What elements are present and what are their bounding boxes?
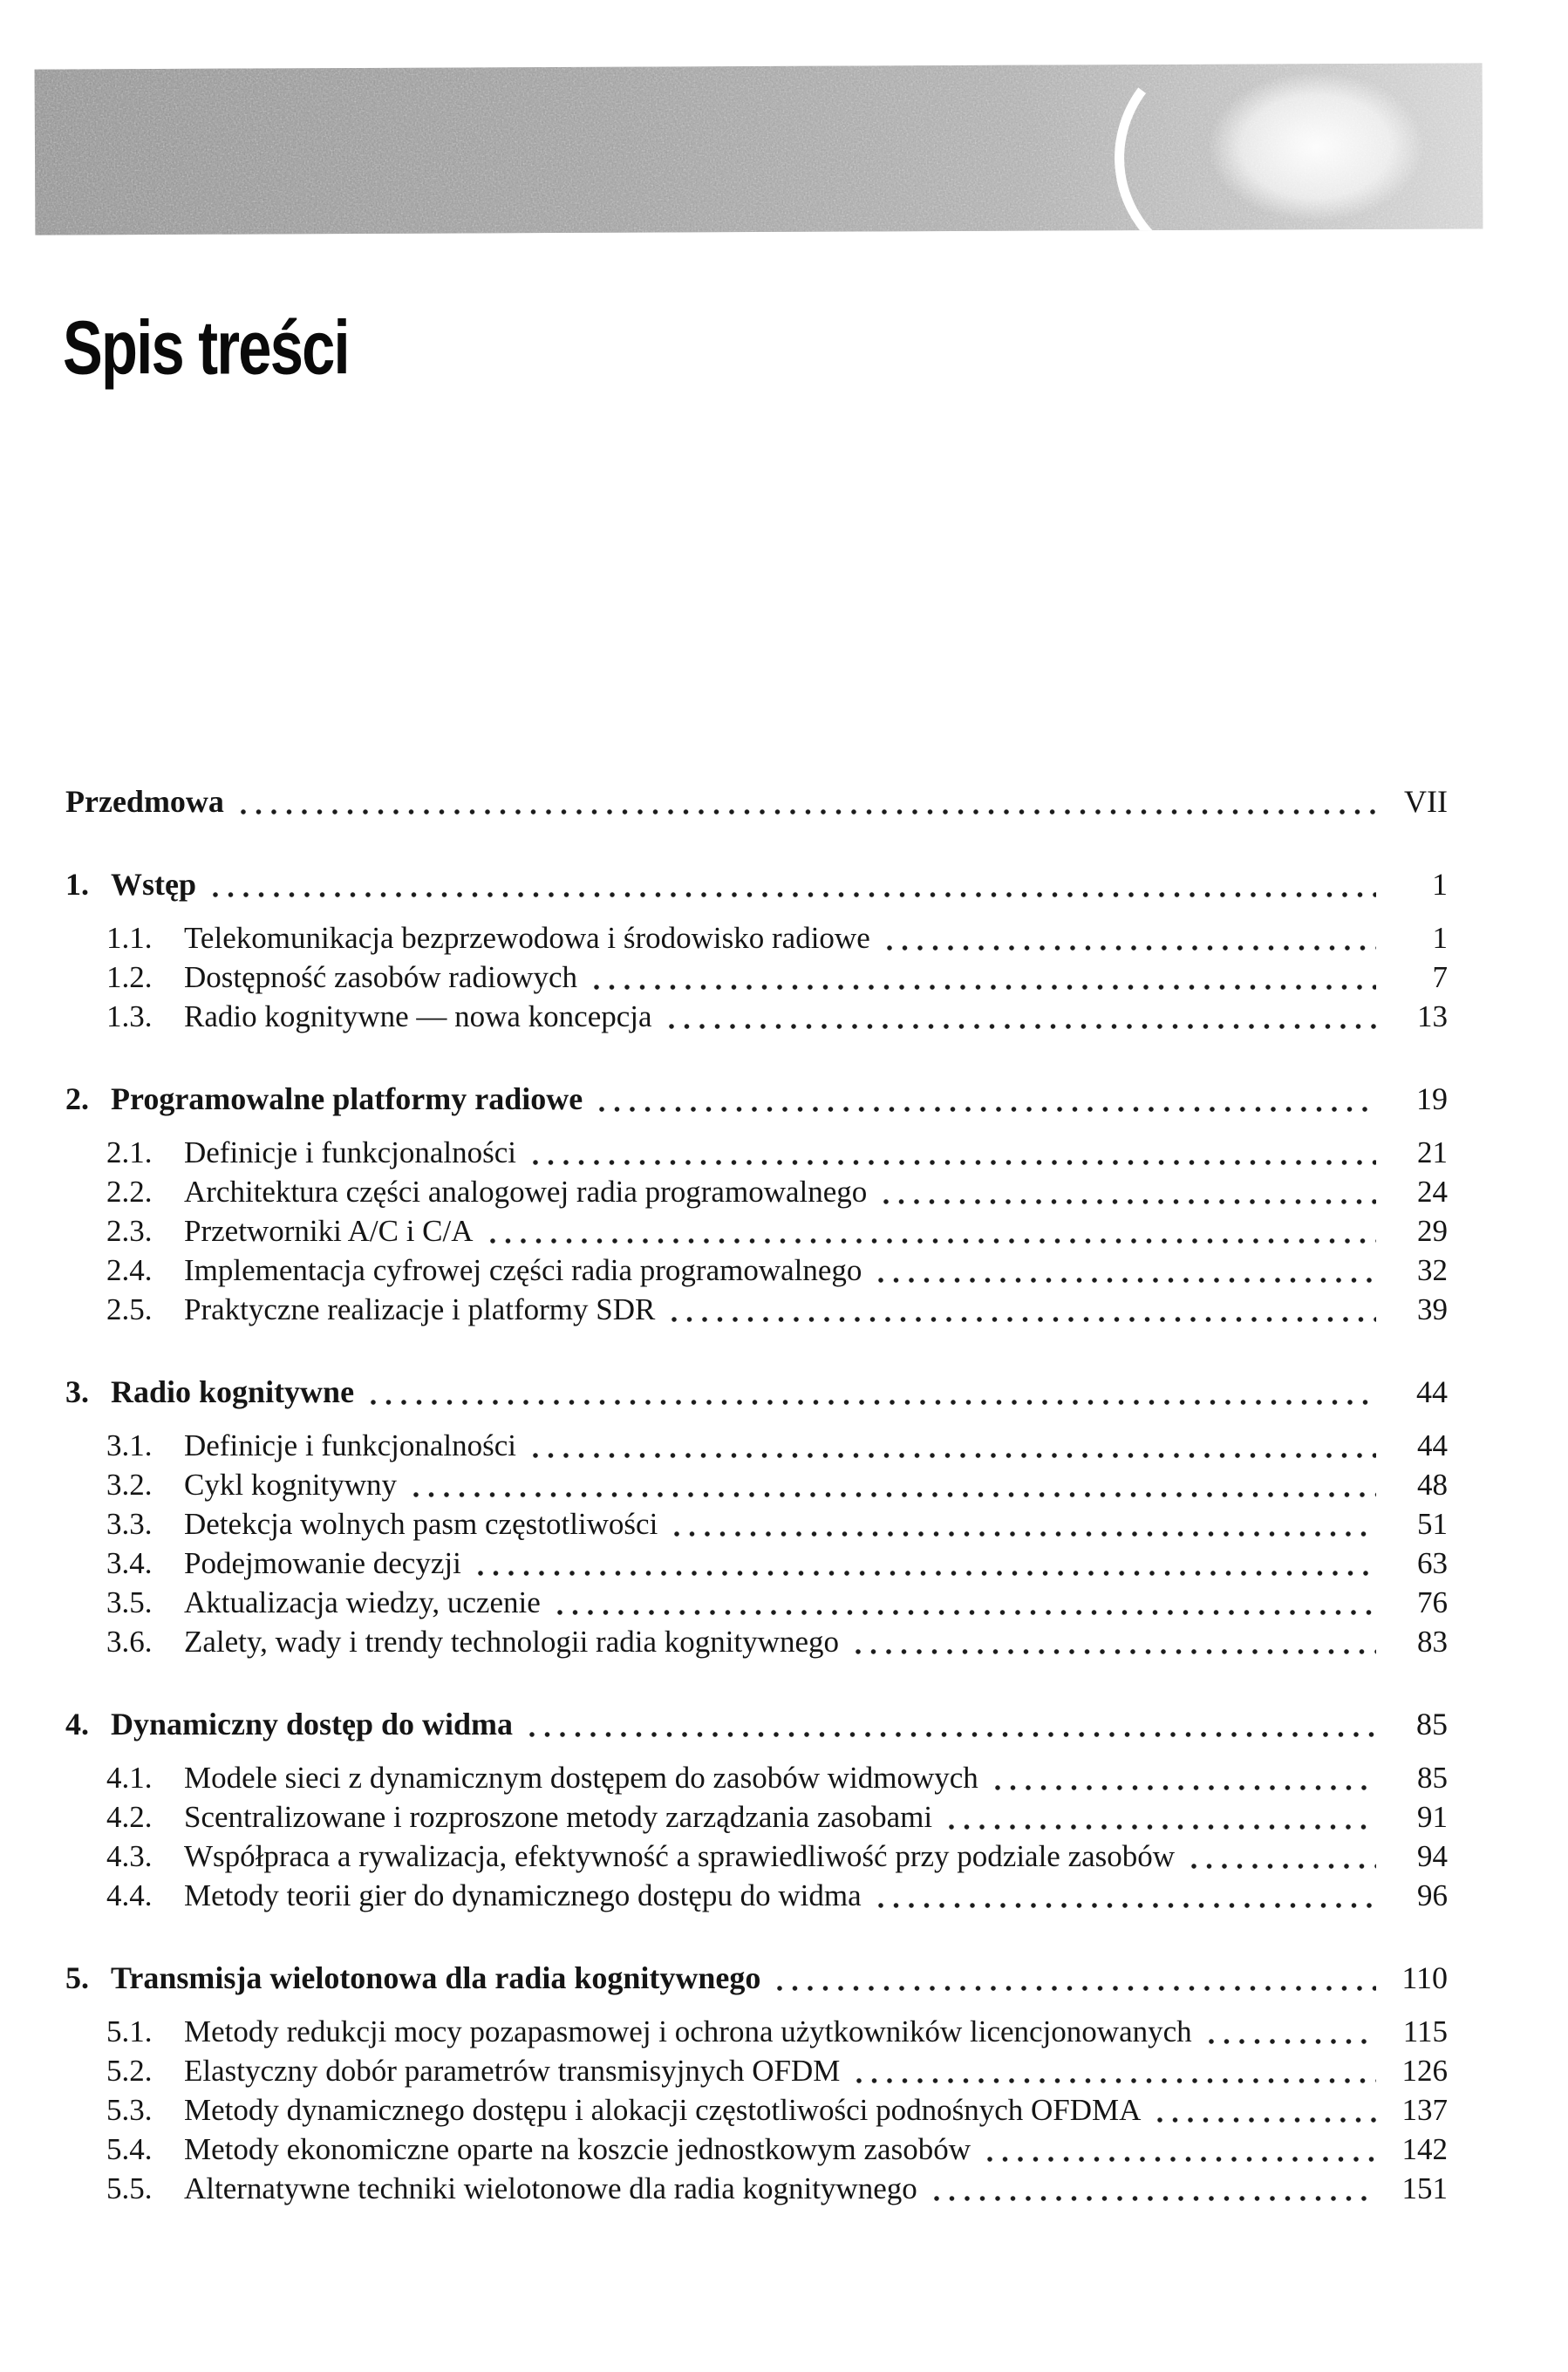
toc-entry (65, 1504, 1448, 1544)
toc-entry-title: Metody redukcji mocy pozapasmowej i ochrona użytkowników licencjonowanych (184, 2014, 1192, 2048)
leader-dots (556, 1609, 1376, 1616)
leader-dots (532, 1159, 1376, 1166)
toc-entry (65, 1876, 1448, 1915)
toc-entry (65, 1465, 1448, 1504)
page-number: 115 (1402, 2014, 1448, 2048)
page-number: 1 (1432, 867, 1448, 902)
toc-entry (65, 2051, 1448, 2090)
toc-entry (65, 2012, 1448, 2051)
toc-entry-number: 2.3. (106, 1214, 153, 1248)
page-number: 39 (1417, 1292, 1448, 1326)
page-title: Spis treści (63, 304, 349, 391)
leader-dots (532, 1452, 1376, 1459)
leader-dots (933, 2195, 1376, 2202)
toc-entry (65, 1837, 1448, 1876)
page-number: 110 (1401, 1960, 1448, 1995)
toc-entry-number: 3.6. (106, 1625, 153, 1659)
toc-entry-title: Metody ekonomiczne oparte na koszcie jednostkowym zasobów (184, 2132, 971, 2166)
leader-dots (528, 1731, 1376, 1738)
page-number: 44 (1417, 1428, 1448, 1462)
toc-entry-number: 4. (65, 1707, 89, 1742)
toc-entry-title: Cykl kognitywny (184, 1468, 398, 1502)
toc-entry-number: 3. (65, 1374, 89, 1409)
toc-entry-title: Telekomunikacja bezprzewodowa i środowisko radiowe (184, 921, 870, 955)
toc-entry-title: Radio kognitywne — nowa koncepcja (184, 999, 652, 1033)
toc-entry-number: 1. (65, 867, 89, 902)
toc-entry-number: 3.4. (106, 1546, 153, 1580)
page-number: 94 (1417, 1839, 1448, 1873)
toc-entry (65, 1172, 1448, 1211)
leader-dots (1208, 2038, 1376, 2045)
page-number: 76 (1417, 1585, 1448, 1619)
leader-dots (240, 808, 1376, 815)
leader-dots (855, 1648, 1376, 1655)
page-number: 142 (1401, 2132, 1448, 2166)
leader-dots (489, 1237, 1376, 1244)
toc-entry (65, 2090, 1448, 2130)
page-number: 137 (1401, 2093, 1448, 2127)
leader-dots (986, 2156, 1376, 2163)
page-number: 48 (1417, 1468, 1448, 1502)
page-number: 91 (1417, 1800, 1448, 1834)
toc-entry (65, 1426, 1448, 1465)
toc-entry (65, 1290, 1448, 1329)
leader-dots (877, 1277, 1376, 1284)
toc-entry-number: 1.2. (106, 960, 153, 994)
toc-entry-title: Przedmowa (65, 784, 224, 819)
toc-entry-number: 5.3. (106, 2093, 153, 2127)
header-banner (35, 63, 1483, 235)
toc-entry-number: 5.4. (106, 2132, 153, 2166)
page-number: 19 (1416, 1081, 1448, 1116)
toc-entry-title: Metody teorii gier do dynamicznego dostępu do widma (184, 1878, 862, 1912)
leader-dots (212, 891, 1376, 898)
toc-entry-title: Podejmowanie decyzji (184, 1546, 461, 1580)
page-number: 7 (1432, 960, 1448, 994)
page-number: 1 (1432, 921, 1448, 955)
leader-dots (883, 1198, 1376, 1205)
toc-entry-number: 5.2. (106, 2054, 153, 2088)
leader-dots (477, 1570, 1376, 1577)
toc-entry (65, 1583, 1448, 1622)
toc-entry (65, 782, 1448, 821)
leader-dots (1190, 1863, 1376, 1870)
toc-entry-title: Architektura części analogowej radia programowalnego (184, 1175, 868, 1209)
toc-entry (65, 2130, 1448, 2169)
toc-entry-title: Implementacja cyfrowej części radia programowalnego (184, 1253, 862, 1287)
leader-dots (776, 1985, 1376, 1992)
toc-entry-title: Alternatywne techniki wielotonowe dla radia kognitywnego (184, 2171, 917, 2205)
toc-entry-title: Współpraca a rywalizacja, efektywność a sprawiedliwość przy podziale zasobów (184, 1839, 1176, 1873)
toc-entry-title: Wstęp (111, 867, 196, 902)
leader-dots (856, 2077, 1376, 2084)
toc-entry (65, 918, 1448, 958)
toc-entry-title: Zalety, wady i trendy technologii radia kognitywnego (184, 1625, 839, 1659)
toc-entry (65, 1133, 1448, 1172)
toc-entry-number: 5.1. (106, 2014, 153, 2048)
toc-entry-number: 2.4. (106, 1253, 153, 1287)
page-number: 32 (1417, 1253, 1448, 1287)
leader-dots (671, 1316, 1376, 1323)
toc-entry-title: Modele sieci z dynamicznym dostępem do zasobów widmowych (184, 1761, 978, 1795)
toc-entry-number: 3.3. (106, 1507, 153, 1541)
page-number: 44 (1416, 1374, 1448, 1409)
toc-entry-number: 1.3. (106, 999, 153, 1033)
toc-entry-title: Dynamiczny dostęp do widma (111, 1707, 514, 1742)
page-number: 51 (1417, 1507, 1448, 1541)
page-number: 126 (1401, 2054, 1448, 2088)
toc-entry-title: Programowalne platformy radiowe (111, 1081, 583, 1116)
toc-entry-title: Scentralizowane i rozproszone metody zarządzania zasobami (184, 1800, 933, 1834)
toc-entry (65, 1797, 1448, 1837)
page-number: 96 (1417, 1878, 1448, 1912)
toc-entry-title: Praktyczne realizacje i platformy SDR (184, 1292, 656, 1326)
toc-entry-number: 1.1. (106, 921, 153, 955)
page-number: 24 (1417, 1175, 1448, 1209)
leader-dots (994, 1784, 1376, 1791)
page-number: 21 (1417, 1135, 1448, 1169)
toc-entry-title: Dostępność zasobów radiowych (184, 960, 578, 994)
page-number: 83 (1417, 1625, 1448, 1659)
page-number: VII (1404, 784, 1448, 819)
toc-entry-title: Metody dynamicznego dostępu i alokacji częstotliwości podnośnych OFDMA (184, 2093, 1142, 2127)
toc-entry (65, 1544, 1448, 1583)
leader-dots (412, 1491, 1376, 1498)
toc-entry (65, 997, 1448, 1036)
page-number: 85 (1416, 1707, 1448, 1742)
leader-dots (886, 944, 1376, 951)
toc-entry-title: Transmisja wielotonowa dla radia kognitywnego (111, 1960, 761, 1995)
toc-entry-number: 3.2. (106, 1468, 153, 1502)
toc-entry-number: 5. (65, 1960, 89, 1995)
toc-entry (65, 1758, 1448, 1797)
leader-dots (668, 1023, 1376, 1030)
page-number: 13 (1417, 999, 1448, 1033)
toc-entry-title: Definicje i funkcjonalności (184, 1135, 516, 1169)
toc-entry-title: Detekcja wolnych pasm częstotliwości (184, 1507, 658, 1541)
leader-dots (673, 1530, 1376, 1537)
toc-entry-number: 4.1. (106, 1761, 153, 1795)
toc-entry-number: 4.2. (106, 1800, 153, 1834)
table-of-contents (65, 782, 1448, 2208)
toc-entry-number: 3.5. (106, 1585, 153, 1619)
toc-entry-title: Przetworniki A/C i C/A (184, 1214, 474, 1248)
toc-entry (65, 1251, 1448, 1290)
toc-entry (65, 958, 1448, 997)
toc-entry (65, 2169, 1448, 2208)
page-number: 85 (1417, 1761, 1448, 1795)
toc-entry-title: Aktualizacja wiedzy, uczenie (184, 1585, 541, 1619)
toc-entry-title: Definicje i funkcjonalności (184, 1428, 516, 1462)
page-number: 63 (1417, 1546, 1448, 1580)
toc-entry-title: Radio kognitywne (111, 1374, 355, 1409)
toc-entry-title: Elastyczny dobór parametrów transmisyjnych OFDM (184, 2054, 841, 2088)
toc-entry (65, 1705, 1448, 1744)
leader-dots (598, 1106, 1376, 1113)
page-number: 151 (1401, 2171, 1448, 2205)
toc-entry (65, 1080, 1448, 1119)
toc-entry-number: 3.1. (106, 1428, 153, 1462)
page-number: 29 (1417, 1214, 1448, 1248)
toc-entry-number: 2. (65, 1081, 89, 1116)
toc-entry-number: 4.3. (106, 1839, 153, 1873)
toc-entry-number: 2.2. (106, 1175, 153, 1209)
leader-dots (593, 984, 1376, 991)
toc-entry (65, 1959, 1448, 1998)
toc-entry-number: 2.5. (106, 1292, 153, 1326)
toc-entry (65, 865, 1448, 904)
toc-entry (65, 1373, 1448, 1412)
leader-dots (370, 1399, 1376, 1406)
leader-dots (877, 1902, 1376, 1909)
toc-entry (65, 1211, 1448, 1251)
toc-entry-number: 2.1. (106, 1135, 153, 1169)
banner-ellipse-highlight (1181, 63, 1452, 235)
leader-dots (948, 1823, 1376, 1830)
toc-entry (65, 1622, 1448, 1661)
leader-dots (1156, 2116, 1376, 2123)
toc-entry-number: 5.5. (106, 2171, 153, 2205)
toc-entry-number: 4.4. (106, 1878, 153, 1912)
